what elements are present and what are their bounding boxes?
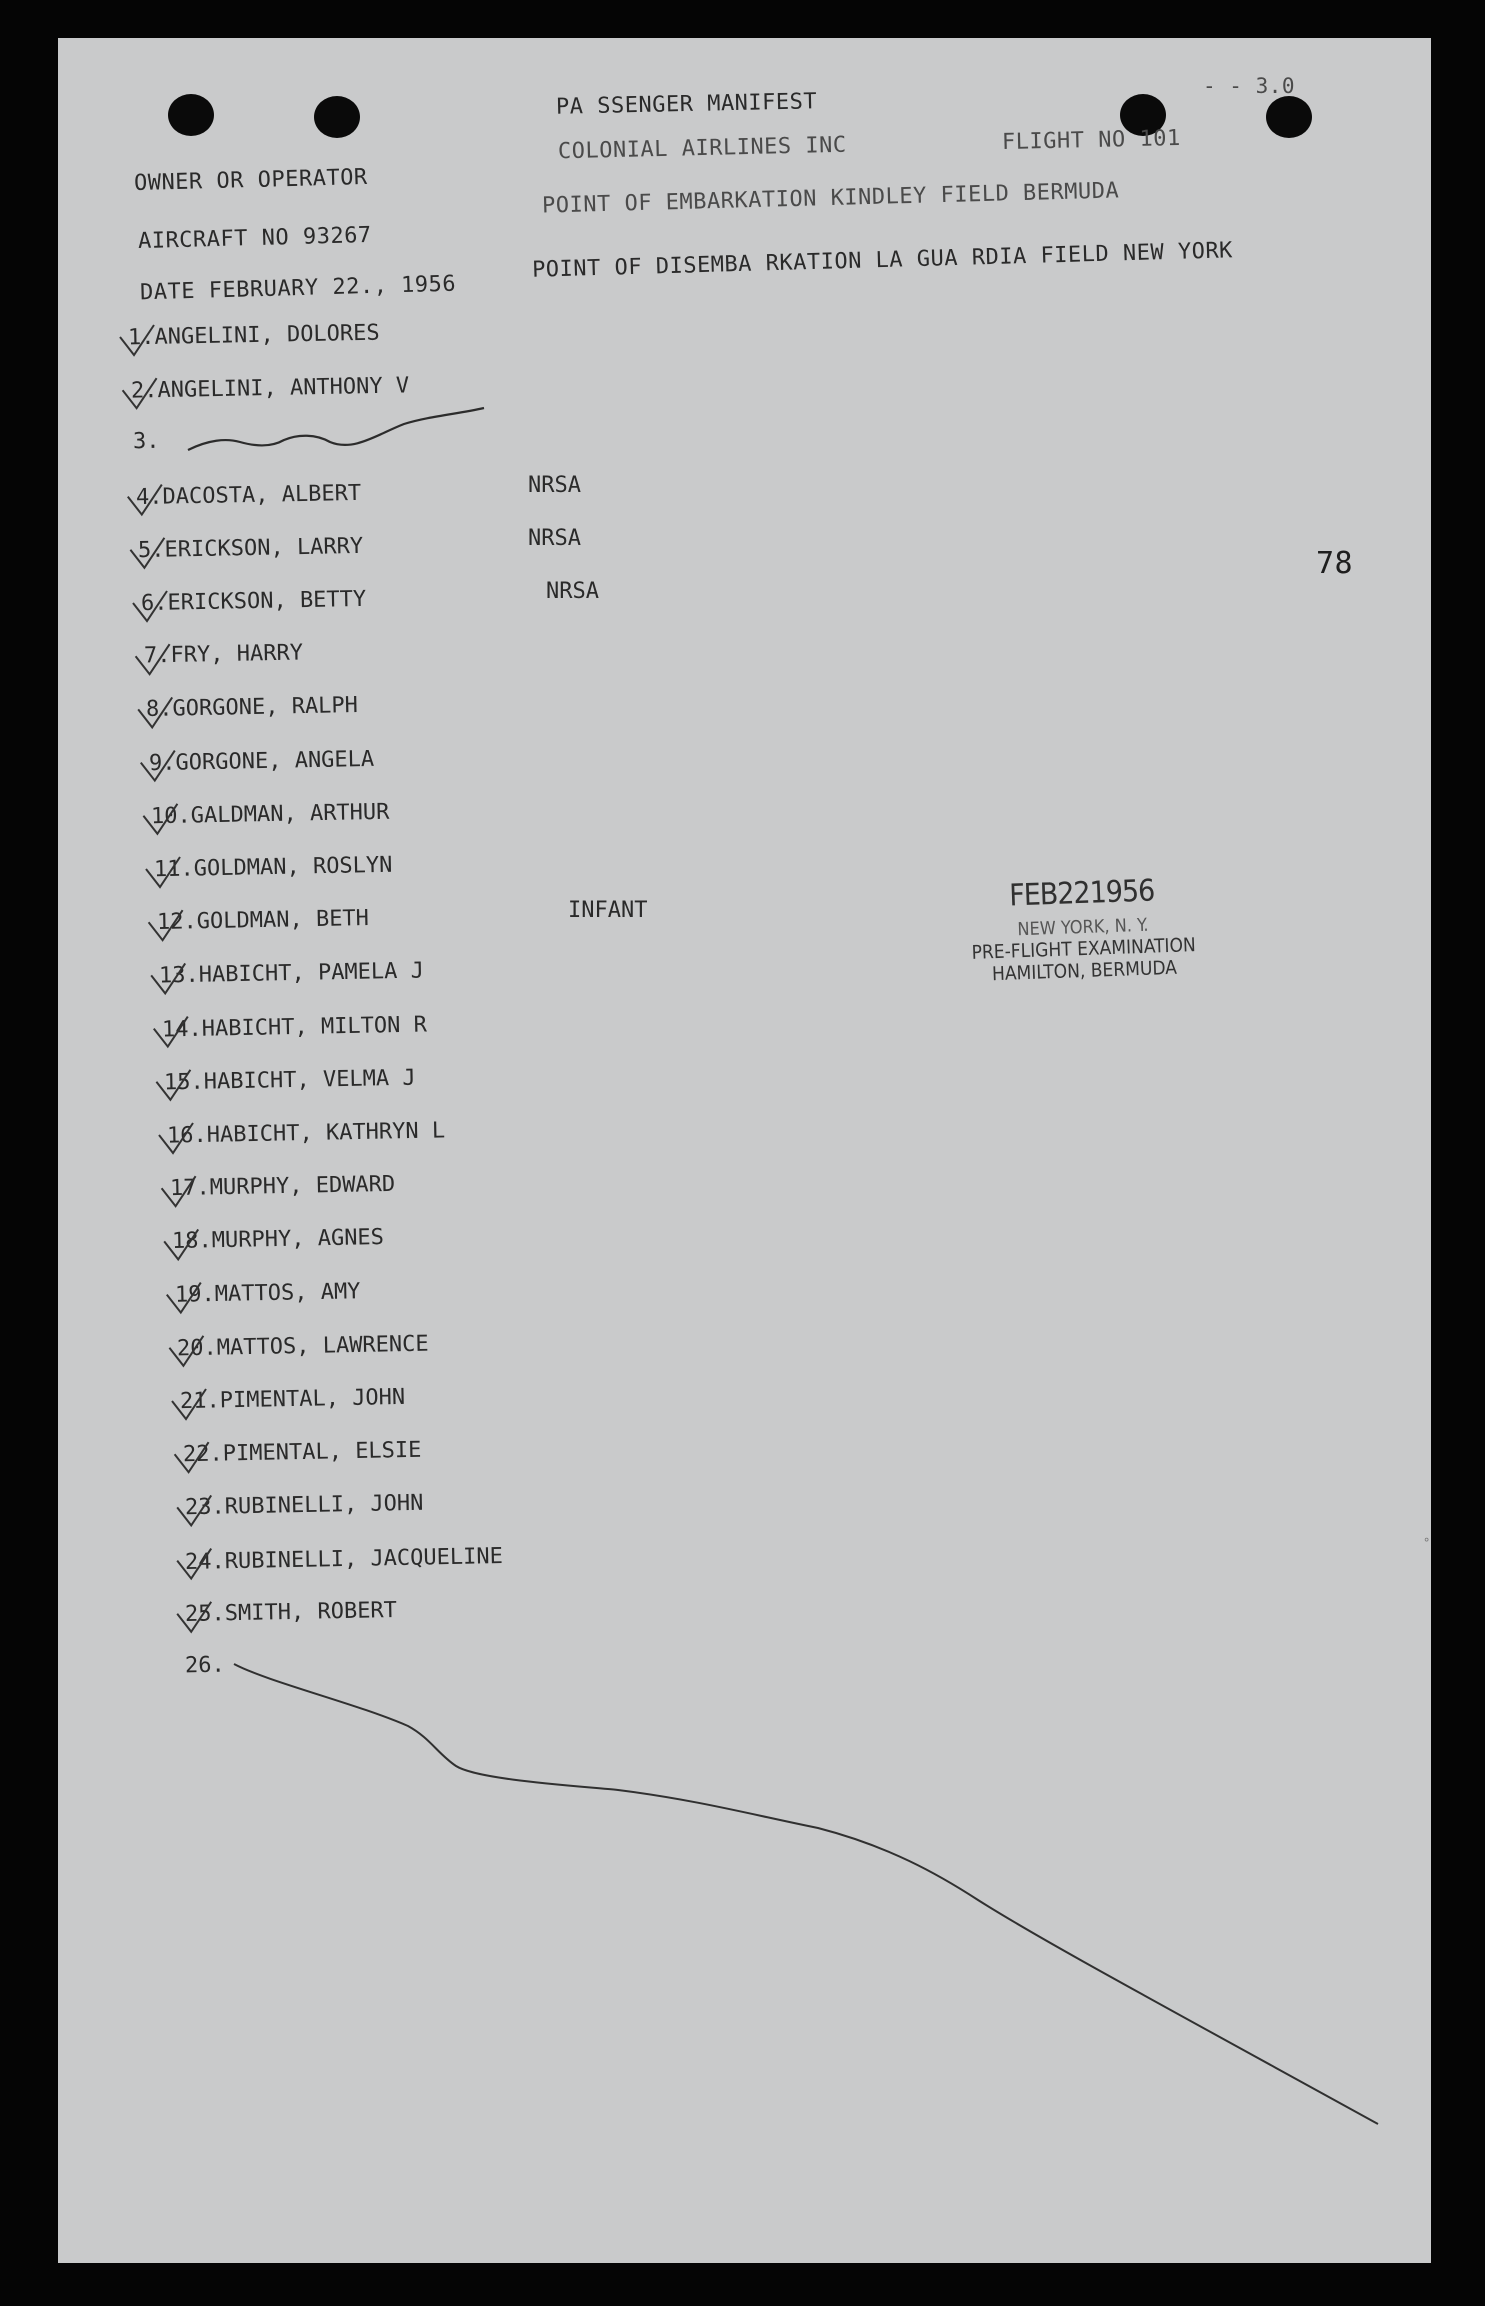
passenger-note: INFANT bbox=[568, 898, 648, 924]
passenger-number: 6. bbox=[140, 590, 168, 617]
passenger-number: 7. bbox=[143, 643, 171, 669]
passenger-name: GOLDMAN, ROSLYN bbox=[193, 852, 393, 882]
check-mark bbox=[141, 751, 175, 781]
passenger-number: 17. bbox=[169, 1175, 210, 1202]
line-3-squiggle bbox=[188, 408, 484, 450]
passenger-number: 26. bbox=[184, 1652, 226, 1679]
stamp-date: FEB221956 bbox=[1008, 873, 1155, 914]
corner-mark: - - 3.0 bbox=[1203, 74, 1296, 98]
passenger-name: ERICKSON, LARRY bbox=[164, 533, 364, 563]
passenger-number: 3. bbox=[132, 429, 160, 455]
passenger-number: 20. bbox=[177, 1335, 218, 1362]
passenger-name: MURPHY, EDWARD bbox=[209, 1172, 396, 1201]
passenger-number: 8. bbox=[145, 696, 173, 723]
check-mark bbox=[164, 1229, 198, 1259]
check-mark bbox=[177, 1549, 211, 1579]
passenger-number: 5. bbox=[138, 537, 166, 563]
check-mark bbox=[169, 1336, 203, 1366]
passenger-name: RUBINELLI, JACQUELINE bbox=[224, 1543, 504, 1574]
manifest-page bbox=[58, 38, 1431, 2263]
check-mark bbox=[130, 538, 164, 568]
passenger-name: GALDMAN, ARTHUR bbox=[190, 799, 391, 829]
check-mark bbox=[120, 325, 154, 355]
check-mark bbox=[162, 1176, 196, 1206]
check-mark bbox=[149, 910, 183, 940]
stamp-line-3: HAMILTON, BERMUDA bbox=[991, 956, 1178, 986]
aircraft-number: AIRCRAFT NO 93267 bbox=[137, 222, 372, 255]
check-mark bbox=[151, 963, 185, 993]
passenger-number: 19 bbox=[174, 1281, 202, 1308]
passenger-number: 12. bbox=[156, 909, 197, 936]
manifest-title: PA SSENGER MANIFEST bbox=[555, 89, 818, 120]
passenger-number: 23. bbox=[184, 1494, 226, 1521]
passenger-note: NRSA bbox=[528, 525, 581, 551]
passenger-number: 15. bbox=[164, 1069, 205, 1096]
passenger-number: 4. bbox=[135, 484, 163, 510]
passenger-name: MATTOS, LAWRENCE bbox=[216, 1331, 430, 1361]
passenger-number: 21. bbox=[179, 1388, 221, 1415]
stamp-line-2: PRE-FLIGHT EXAMINATION bbox=[971, 934, 1197, 964]
passenger-note: NRSA bbox=[528, 472, 581, 498]
passenger-number: 13. bbox=[158, 963, 200, 989]
passenger-number: 18. bbox=[171, 1228, 213, 1255]
page-number: 78 bbox=[1316, 546, 1354, 581]
passenger-name: GORGONE, ANGELA bbox=[175, 746, 375, 776]
check-mark bbox=[123, 378, 157, 408]
passenger-number: 1. bbox=[127, 324, 155, 351]
flight-number: FLIGHT NO 101 bbox=[1001, 125, 1181, 156]
passenger-name: GORGONE, RALPH bbox=[172, 693, 359, 722]
passenger-name: RUBINELLI, JOHN bbox=[224, 1491, 424, 1520]
passenger-number: 11. bbox=[153, 856, 195, 883]
check-mark bbox=[146, 857, 180, 887]
passenger-name: ERICKSON, BETTY bbox=[167, 586, 367, 616]
embarkation-point: POINT OF EMBARKATION KINDLEY FIELD BERMUDA bbox=[541, 178, 1120, 219]
check-mark bbox=[159, 1123, 193, 1153]
passenger-number: 2. bbox=[130, 378, 158, 404]
passenger-name: ANGELINI, ANTHONY V bbox=[156, 373, 409, 404]
airline-name: COLONIAL AIRLINES INC bbox=[557, 132, 847, 165]
check-mark bbox=[136, 644, 170, 674]
disembarkation-point: POINT OF DISEMBA RKATION LA GUA RDIA FIELD NEW YORK bbox=[531, 238, 1234, 283]
passenger-name: DACOSTA, ALBERT bbox=[162, 480, 362, 510]
passenger-name: HABICHT, KATHRYN L bbox=[206, 1118, 446, 1148]
check-mark bbox=[156, 1070, 190, 1100]
check-mark bbox=[143, 804, 177, 834]
check-mark bbox=[172, 1389, 206, 1419]
passenger-number: 24. bbox=[184, 1548, 226, 1575]
check-mark bbox=[177, 1495, 211, 1525]
passenger-number: 14. bbox=[161, 1016, 202, 1043]
check-mark bbox=[154, 1017, 188, 1047]
passenger-name: PIMENTAL, ELSIE bbox=[222, 1437, 422, 1467]
cancel-line-26 bbox=[234, 1664, 1378, 2124]
margin-mark: ° bbox=[1423, 1536, 1431, 1550]
passenger-name: .MATTOS, AMY bbox=[201, 1278, 361, 1307]
check-mark bbox=[177, 1602, 211, 1632]
passenger-number: 10. bbox=[151, 803, 192, 830]
pen-strokes bbox=[58, 38, 1431, 2263]
passenger-name: FRY, HARRY bbox=[169, 640, 303, 669]
passenger-name: PIMENTAL, JOHN bbox=[219, 1384, 406, 1414]
passenger-number: 16. bbox=[166, 1122, 208, 1149]
owner-label: OWNER OR OPERATOR bbox=[133, 164, 368, 197]
passenger-name: SMITH, ROBERT bbox=[224, 1597, 398, 1627]
passenger-name: HABICHT, VELMA J bbox=[203, 1065, 417, 1095]
passenger-note: NRSA bbox=[546, 579, 599, 604]
check-mark bbox=[167, 1283, 201, 1313]
check-mark bbox=[138, 697, 172, 727]
stamp-line-1: NEW YORK, N. Y. bbox=[1017, 914, 1149, 941]
passenger-name: HABICHT, PAMELA J bbox=[198, 958, 425, 989]
passenger-number: 25. bbox=[184, 1601, 226, 1627]
passenger-name: GOLDMAN, BETH bbox=[196, 906, 369, 935]
passenger-name: HABICHT, MILTON R bbox=[201, 1012, 427, 1042]
passenger-name: MURPHY, AGNES bbox=[211, 1225, 385, 1254]
passenger-name: ANGELINI, DOLORES bbox=[154, 320, 380, 350]
check-mark bbox=[133, 591, 167, 621]
manifest-date: DATE FEBRUARY 22., 1956 bbox=[139, 271, 457, 306]
check-mark bbox=[128, 485, 162, 515]
passenger-number: 22. bbox=[182, 1441, 223, 1468]
check-mark bbox=[175, 1442, 209, 1472]
passenger-number: 9. bbox=[148, 750, 176, 776]
